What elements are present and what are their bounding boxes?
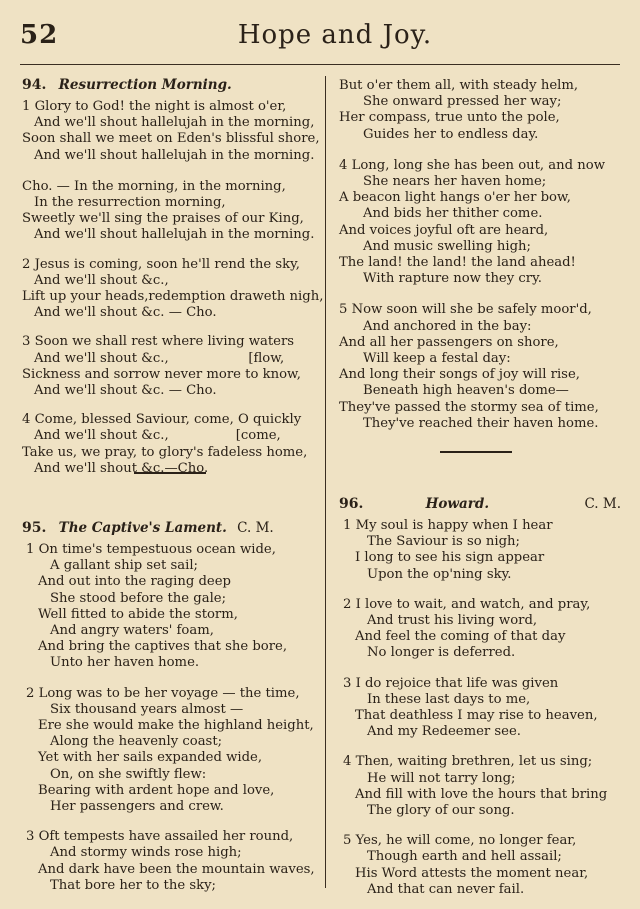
page-number: 52 — [20, 20, 59, 50]
hymn-meter: C. M. — [584, 496, 621, 512]
verse-line: And all her passengers on shore, — [339, 334, 559, 350]
stanza — [339, 754, 621, 819]
verse-line: And we'll shout &c. — Cho. — [34, 383, 217, 399]
verse-line: And stormy winds rose high; — [50, 845, 242, 861]
stanza — [22, 99, 320, 164]
hymn-title: The Captive's Lament. — [58, 520, 227, 536]
verse-line: 2 I love to wait, and watch, and pray, — [343, 596, 591, 612]
stanza — [22, 829, 320, 894]
verse-line: 1 My soul is happy when I hear — [343, 518, 553, 533]
verse-line: She nears her haven home; — [363, 174, 547, 190]
verse-line: She onward pressed her way; — [363, 94, 562, 110]
verse-line: Her compass, true unto the pole, — [339, 110, 560, 126]
verse-line: Soon shall we meet on Eden's blissful shore, — [22, 131, 320, 147]
hymn-number: 95. — [22, 520, 47, 536]
verse-line: Along the heavenly coast; — [50, 734, 223, 750]
verse-line: And we'll shout &c.—Cho. — [34, 460, 209, 476]
verse-line: 1 On time's tempestuous ocean wide, — [26, 542, 276, 557]
verse-line: The Saviour is so nigh; — [367, 534, 520, 550]
stanza — [339, 158, 621, 288]
verse-line: And we'll shout &c., [come, — [34, 428, 281, 444]
stanza — [339, 302, 621, 432]
verse-line: The land! the land! the land ahead! — [339, 255, 576, 271]
verse-line: And bids her thither come. — [363, 206, 543, 222]
stanza — [339, 833, 621, 898]
verse-line: 4 Come, blessed Saviour, come, O quickly — [22, 412, 302, 428]
verse-line: And long their songs of joy will rise, — [339, 367, 580, 383]
verse-line: Yet with her sails expanded wide, — [38, 750, 263, 766]
verse-line: In these last days to me, — [367, 691, 531, 707]
top-rule — [20, 64, 620, 65]
verse-line: They've reached their haven home. — [363, 415, 599, 431]
hymn-number: 94. — [22, 77, 47, 93]
hymn-header — [22, 77, 320, 95]
verse-line: And voices joyful oft are heard, — [339, 222, 549, 238]
verse-line: That deathless I may rise to heaven, — [355, 708, 598, 724]
verse-line: Six thousand years almost — — [50, 701, 244, 717]
page-title: Hope and Joy. — [237, 20, 433, 50]
verse-line: And we'll shout &c., [flow, — [34, 350, 285, 366]
verse-line: Beneath high heaven's dome— — [363, 383, 569, 399]
section-rule — [440, 451, 512, 453]
verse-line: In the resurrection morning, — [34, 195, 226, 211]
verse-line: And anchored in the bay: — [363, 318, 532, 334]
verse-line: Her passengers and crew. — [50, 799, 224, 815]
verse-line: Take us, we pray, to glory's fadeless home, — [22, 444, 308, 460]
hymn-number: 96. — [339, 496, 364, 512]
hymn-title: Howard. — [425, 496, 490, 512]
verse-line: 5 Now soon will she be safely moor'd, — [339, 302, 592, 318]
verse-line: Will keep a festal day: — [363, 351, 511, 367]
verse-line: And trust his living word, — [367, 613, 538, 629]
hymn-95-continued — [339, 78, 621, 443]
verse-line: Guides her to endless day. — [363, 126, 539, 142]
stanza — [22, 686, 320, 816]
verse-line: Cho. — In the morning, in the morning, — [22, 178, 286, 194]
verse-line: And we'll shout hallelujah in the morning. — [34, 227, 315, 243]
verse-line: 2 Jesus is coming, soon he'll rend the sky, — [22, 256, 300, 272]
verse-line: And that can never fail. — [367, 881, 525, 897]
verse-line: 5 Yes, he will come, no longer fear, — [343, 833, 577, 849]
verse-line: And out into the raging deep — [38, 574, 231, 590]
verse-line: The glory of our song. — [367, 803, 515, 819]
verse-line: And bring the captives that she bore, — [38, 639, 288, 655]
verse-line: She stood before the gale; — [50, 590, 227, 606]
verse-line: He will not tarry long; — [367, 770, 516, 786]
verse-line: Well fitted to abide the storm, — [38, 606, 238, 622]
stanza — [22, 542, 320, 672]
verse-line: Unto her haven home. — [50, 655, 200, 671]
verse-line: And dark have been the mountain waves, — [38, 861, 315, 877]
verse-line: 4 Then, waiting brethren, let us sing; — [343, 754, 593, 770]
verse-line: And we'll shout hallelujah in the morning. — [34, 147, 315, 163]
chorus — [22, 179, 320, 244]
verse-line: Sweetly we'll sing the praises of our King, — [22, 211, 304, 227]
verse-line: Lift up your heads,redemption draweth nigh, — [22, 289, 324, 305]
verse-line: And music swelling high; — [363, 238, 531, 254]
verse-line: 2 Long was to be her voyage — the time, — [26, 685, 300, 701]
verse-line: Sickness and sorrow never more to know, — [22, 366, 301, 382]
stanza — [22, 256, 324, 322]
verse-line: With rapture now they cry. — [363, 271, 542, 287]
verse-line: No longer is deferred. — [367, 645, 516, 661]
hymn-95 — [22, 520, 320, 905]
section-rule — [134, 472, 206, 474]
verse-line: And angry waters' foam, — [50, 623, 214, 639]
verse-line: And we'll shout &c., — [34, 272, 169, 288]
verse-line: And fill with love the hours that bring — [355, 786, 608, 802]
hymn-96 — [339, 496, 621, 909]
verse-line: And feel the coming of that day — [355, 629, 566, 645]
verse-line: I long to see his sign appear — [355, 550, 545, 566]
verse-line: His Word attests the moment near, — [355, 865, 589, 881]
verse-line: 4 Long, long she has been out, and now — [339, 157, 606, 173]
verse-line: A beacon light hangs o'er her bow, — [339, 190, 571, 206]
stanza — [22, 412, 320, 477]
hymn-94 — [22, 77, 324, 488]
hymn-meter: C. M. — [237, 520, 274, 536]
hymn-header — [339, 496, 621, 514]
verse-line: 3 Soon we shall rest where living waters — [22, 334, 295, 350]
hymn-title: Resurrection Morning. — [58, 77, 232, 93]
verse-line: But o'er them all, with steady helm, — [339, 78, 579, 93]
verse-line: And we'll shout hallelujah in the morning, — [34, 115, 315, 131]
verse-line: On, on she swiftly flew: — [50, 766, 207, 782]
stanza — [339, 518, 621, 583]
stanza — [339, 597, 621, 662]
verse-line: 3 I do rejoice that life was given — [343, 675, 559, 691]
column-divider — [325, 76, 326, 888]
stanza — [22, 334, 320, 399]
stanza — [339, 78, 621, 143]
verse-line: Upon the op'ning sky. — [367, 566, 512, 582]
verse-line: That bore her to the sky; — [50, 877, 216, 893]
hymn-header — [22, 520, 306, 538]
verse-line: 3 Oft tempests have assailed her round, — [26, 829, 294, 845]
verse-line: A gallant ship set sail; — [50, 558, 198, 574]
verse-line: And my Redeemer see. — [367, 724, 521, 740]
stanza — [339, 676, 621, 741]
verse-line: Bearing with ardent hope and love, — [38, 782, 275, 798]
verse-line: They've passed the stormy sea of time, — [339, 399, 599, 415]
verse-line: And we'll shout &c. — Cho. — [34, 305, 217, 321]
verse-line: Though earth and hell assail; — [367, 849, 562, 865]
verse-line: 1 Glory to God! the night is almost o'er, — [22, 99, 287, 114]
verse-line: Ere she would make the highland height, — [38, 718, 314, 734]
